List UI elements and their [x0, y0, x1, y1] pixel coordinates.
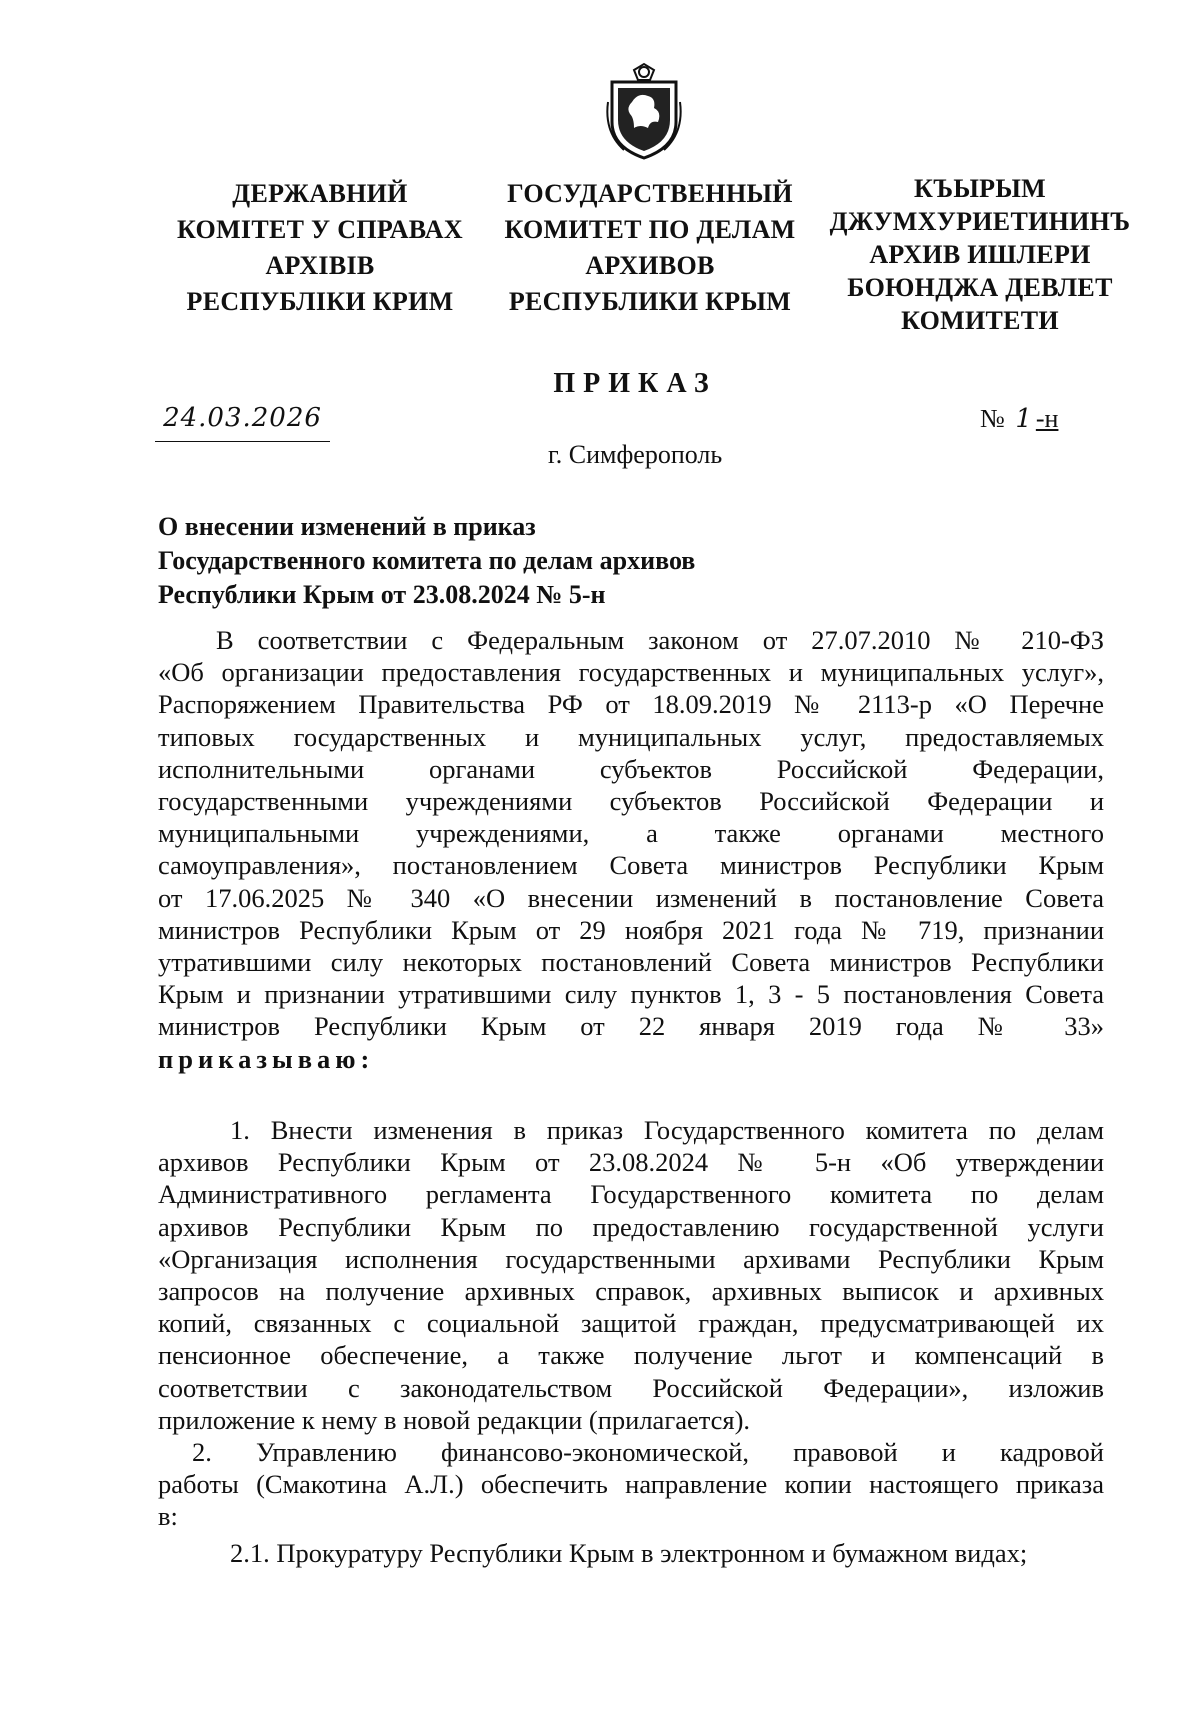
text-line: 1. Внести изменения в приказ Государственного комитета по делам [230, 1115, 1104, 1145]
text-line: работы (Смакотина А.Л.) обеспечить направление копии настоящего приказа [158, 1469, 1104, 1500]
text-line: Крым и признании утратившими силу пунктов 1, 3 - 5 постановления Совета [158, 979, 1104, 1010]
title-line: О внесении изменений в приказ [158, 512, 536, 541]
text-line: утратившими силу некоторых постановлений Совета министров Республики [158, 947, 1104, 978]
header-line: ДЖУМХУРИЕТИНИНЪ [829, 207, 1131, 236]
document-number [980, 404, 1058, 434]
text-line: Административного регламента Государственного комитета по делам [158, 1179, 1104, 1210]
text-line: типовых государственных и муниципальных услуг, предоставляемых [158, 721, 1104, 752]
header-line: ДЕРЖАВНИЙ [232, 179, 408, 208]
header-line: КОМИТЕТ ПО ДЕЛАМ [504, 215, 796, 244]
item-2-1-paragraph [158, 1537, 1104, 1569]
text-line: в: [158, 1501, 178, 1532]
text-line: 2. Управлению финансово-экономической, правовой и кадровой [192, 1437, 1104, 1467]
text-line: «Организация исполнения государственными архивами Республики Крым [158, 1243, 1104, 1274]
text-line: пенсионное обеспечение, а также получение льгот и компенсаций в [158, 1340, 1104, 1371]
item-1-paragraph [158, 1114, 1104, 1436]
text-line: государственными учреждениями субъектов Российской Федерации и [158, 786, 1104, 817]
header-line: АРХИВОВ [585, 251, 715, 280]
text-line: копий, связанных с социальной защитой граждан, предусматривающей их [158, 1308, 1104, 1339]
text-line: архивов Республики Крым от 23.08.2024 № 5-н «Об утверждении [158, 1147, 1104, 1178]
text-line: от 17.06.2025 № 340 «О внесении изменений в постановление Совета [158, 882, 1104, 913]
document-title [158, 510, 695, 612]
text-line: самоуправления», постановлением Совета министров Республики Крым [158, 850, 1104, 881]
header-line: ГОСУДАРСТВЕННЫЙ [507, 179, 793, 208]
number-value: 1 [1015, 404, 1032, 434]
document-city: г. Симферополь [548, 440, 723, 469]
header-line: АРХІВІВ [265, 251, 375, 280]
header-crimean-tatar [815, 172, 1145, 337]
number-prefix: № [980, 404, 1005, 433]
text-line: соответствии с законодательством Российской Федерации», изложив [158, 1372, 1104, 1403]
header-line: АРХИВ ИШЛЕРИ [869, 240, 1091, 269]
title-line: Государственного комитета по делам архивов [158, 546, 696, 575]
title-line: Республики Крым от 23.08.2024 № 5-н [158, 580, 606, 609]
number-suffix: -н [1035, 404, 1059, 433]
header-ukrainian [160, 176, 480, 320]
preamble-paragraph [158, 624, 1104, 1075]
text-line: Распоряжением Правительства РФ от 18.09.2019 № 2113-р «О Перечне [158, 689, 1104, 720]
text-line: министров Республики Крым от 29 ноября 2021 года № 719, признании [158, 914, 1104, 945]
header-line: КОМИТЕТИ [901, 306, 1059, 335]
document-date: 24.03.2026 [155, 403, 330, 442]
header-line: РЕСПУБЛІКИ КРИМ [186, 287, 454, 316]
text-line: «Об организации предоставления государственных и муниципальных услуг», [158, 657, 1104, 688]
header-russian [470, 176, 830, 320]
header-line: БОЮНДЖА ДЕВЛЕТ [847, 273, 1113, 302]
document-type: ПРИКАЗ [553, 368, 717, 399]
text-line: приложение к нему в новой редакции (прилагается). [158, 1404, 751, 1435]
coat-of-arms-icon [604, 62, 684, 162]
header-line: КЪЫРЫМ [913, 174, 1047, 203]
text-line: В соответствии с Федеральным законом от 27.07.2010 № 210-ФЗ [216, 625, 1104, 655]
header-line: КОМІТЕТ У СПРАВАХ [177, 215, 463, 244]
text-line: 2.1. Прокуратуру Республики Крым в электронном и бумажном видах; [230, 1538, 1028, 1568]
order-word: приказываю: [158, 1043, 375, 1074]
text-line: исполнительными органами субъектов Российской Федерации, [158, 753, 1104, 784]
text-line: министров Республики Крым от 22 января 2019 года № 33» [158, 1011, 1104, 1042]
text-line: архивов Республики Крым по предоставлению государственной услуги [158, 1211, 1104, 1242]
header-line: РЕСПУБЛИКИ КРЫМ [508, 287, 792, 316]
text-line: запросов на получение архивных справок, архивных выписок и архивных [158, 1276, 1104, 1307]
item-2-paragraph [158, 1436, 1104, 1533]
text-line: муниципальными учреждениями, а также органами местного [158, 818, 1104, 849]
